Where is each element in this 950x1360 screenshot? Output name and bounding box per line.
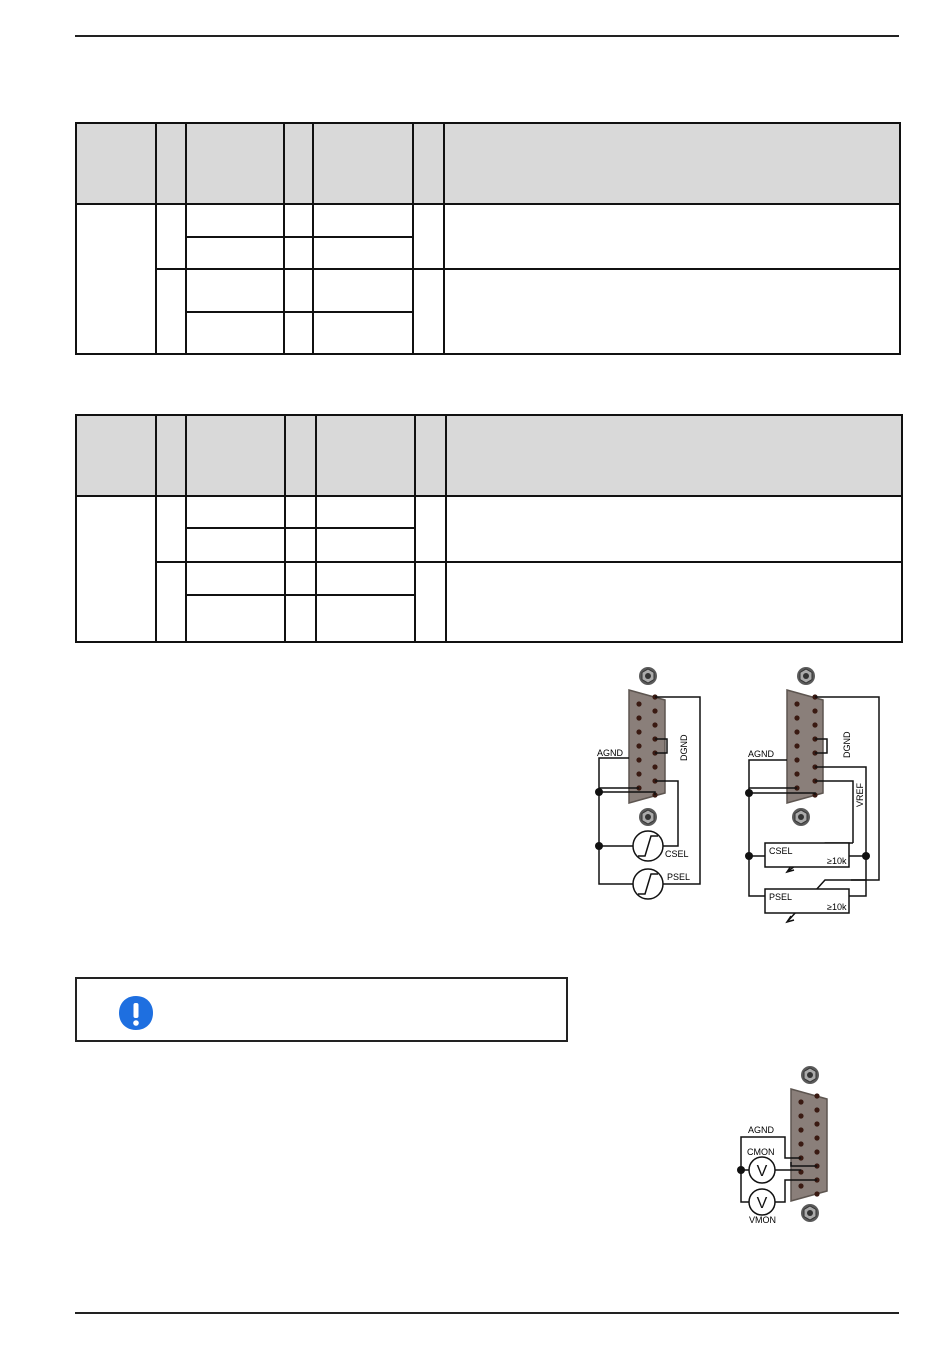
table-cell — [156, 204, 186, 269]
top-screw-icon — [797, 667, 815, 685]
wiring-diagram-potentiometers — [585, 660, 715, 905]
table-cell — [76, 204, 156, 354]
header-cell — [156, 123, 186, 204]
table-cell — [316, 562, 415, 595]
agnd-label: AGND — [597, 748, 624, 758]
voltmeter-cmon-icon — [749, 1157, 775, 1183]
potentiometer-csel-icon — [633, 831, 663, 861]
table-cell — [76, 496, 156, 642]
junction-dot — [745, 789, 753, 797]
bottom-screw-icon — [792, 808, 810, 826]
table-cell — [156, 496, 186, 562]
table-header-row — [76, 123, 900, 204]
table-cell — [186, 204, 284, 237]
table-cell — [316, 496, 415, 528]
table-cell — [316, 595, 415, 642]
dgnd-label: DGND — [679, 734, 689, 761]
table-cell — [415, 496, 446, 562]
pin-table-1 — [75, 122, 901, 355]
csel-label: CSEL — [665, 849, 689, 859]
svg-text:V: V — [756, 1195, 768, 1212]
d-sub-connector — [629, 690, 665, 803]
table-row — [76, 269, 900, 312]
pin-table-2 — [75, 414, 903, 643]
table-cell — [186, 269, 284, 312]
table-header-row — [76, 415, 902, 496]
psel-label: PSEL — [769, 892, 793, 902]
header-cell — [446, 415, 902, 496]
table-cell — [186, 528, 285, 562]
table-cell — [186, 312, 284, 354]
table-cell — [313, 312, 413, 354]
table-row — [76, 496, 902, 528]
header-cell — [156, 415, 186, 496]
wiring-diagram-monitoring — [733, 1062, 843, 1227]
agnd-label: AGND — [748, 749, 775, 759]
header-cell — [76, 415, 156, 496]
table-cell — [446, 496, 902, 562]
d-sub-connector — [787, 690, 823, 803]
table-row — [76, 204, 900, 237]
header-rule — [75, 35, 899, 37]
header-cell — [413, 123, 444, 204]
important-note-box — [75, 977, 568, 1042]
junction-dot — [737, 1166, 745, 1174]
psel-label: PSEL — [667, 872, 691, 882]
csel-label: CSEL — [769, 846, 793, 856]
junction-dot — [595, 842, 603, 850]
table-cell — [446, 562, 902, 642]
csel-resistance-label: ≥10k — [827, 856, 847, 866]
vmon-label: VMON — [749, 1215, 776, 1225]
table-cell — [285, 595, 316, 642]
table-cell — [444, 204, 900, 269]
bottom-screw-icon — [639, 808, 657, 826]
table-cell — [186, 595, 285, 642]
cmon-label: CMON — [747, 1147, 775, 1157]
table-cell — [284, 269, 313, 312]
table-cell — [313, 269, 413, 312]
psel-resistance-label: ≥10k — [827, 902, 847, 912]
table-cell — [186, 562, 285, 595]
table-cell — [156, 562, 186, 642]
junction-dot — [745, 852, 753, 860]
table-cell — [284, 237, 313, 269]
table-cell — [285, 528, 316, 562]
exclamation-icon — [118, 995, 154, 1031]
table-cell — [316, 528, 415, 562]
table-cell — [186, 496, 285, 528]
table-cell — [313, 204, 413, 237]
table-row — [76, 562, 902, 595]
header-cell — [284, 123, 313, 204]
junction-dot — [595, 788, 603, 796]
table-cell — [285, 496, 316, 528]
potentiometer-psel-icon — [633, 869, 663, 899]
table-cell — [313, 237, 413, 269]
header-cell — [313, 123, 413, 204]
vref-label: VREF — [855, 782, 865, 807]
table-cell — [156, 269, 186, 354]
svg-text:V: V — [756, 1163, 768, 1180]
header-cell — [76, 123, 156, 204]
table-cell — [413, 269, 444, 354]
table-cell — [285, 562, 316, 595]
footer-rule — [75, 1312, 899, 1314]
table-cell — [284, 312, 313, 354]
junction-dot — [862, 852, 870, 860]
wiring-diagram-resistors — [735, 660, 885, 930]
header-cell — [186, 415, 285, 496]
header-cell — [415, 415, 446, 496]
agnd-label: AGND — [748, 1125, 775, 1135]
table-cell — [413, 204, 444, 269]
header-cell — [285, 415, 316, 496]
bottom-screw-icon — [801, 1204, 819, 1222]
d-sub-connector — [791, 1089, 827, 1201]
top-screw-icon — [639, 667, 657, 685]
voltmeter-vmon-icon — [749, 1189, 775, 1215]
table-cell — [415, 562, 446, 642]
dgnd-label: DGND — [842, 731, 852, 758]
table-cell — [186, 237, 284, 269]
table-cell — [444, 269, 900, 354]
header-cell — [444, 123, 900, 204]
header-cell — [316, 415, 415, 496]
header-cell — [186, 123, 284, 204]
table-cell — [284, 204, 313, 237]
top-screw-icon — [801, 1066, 819, 1084]
